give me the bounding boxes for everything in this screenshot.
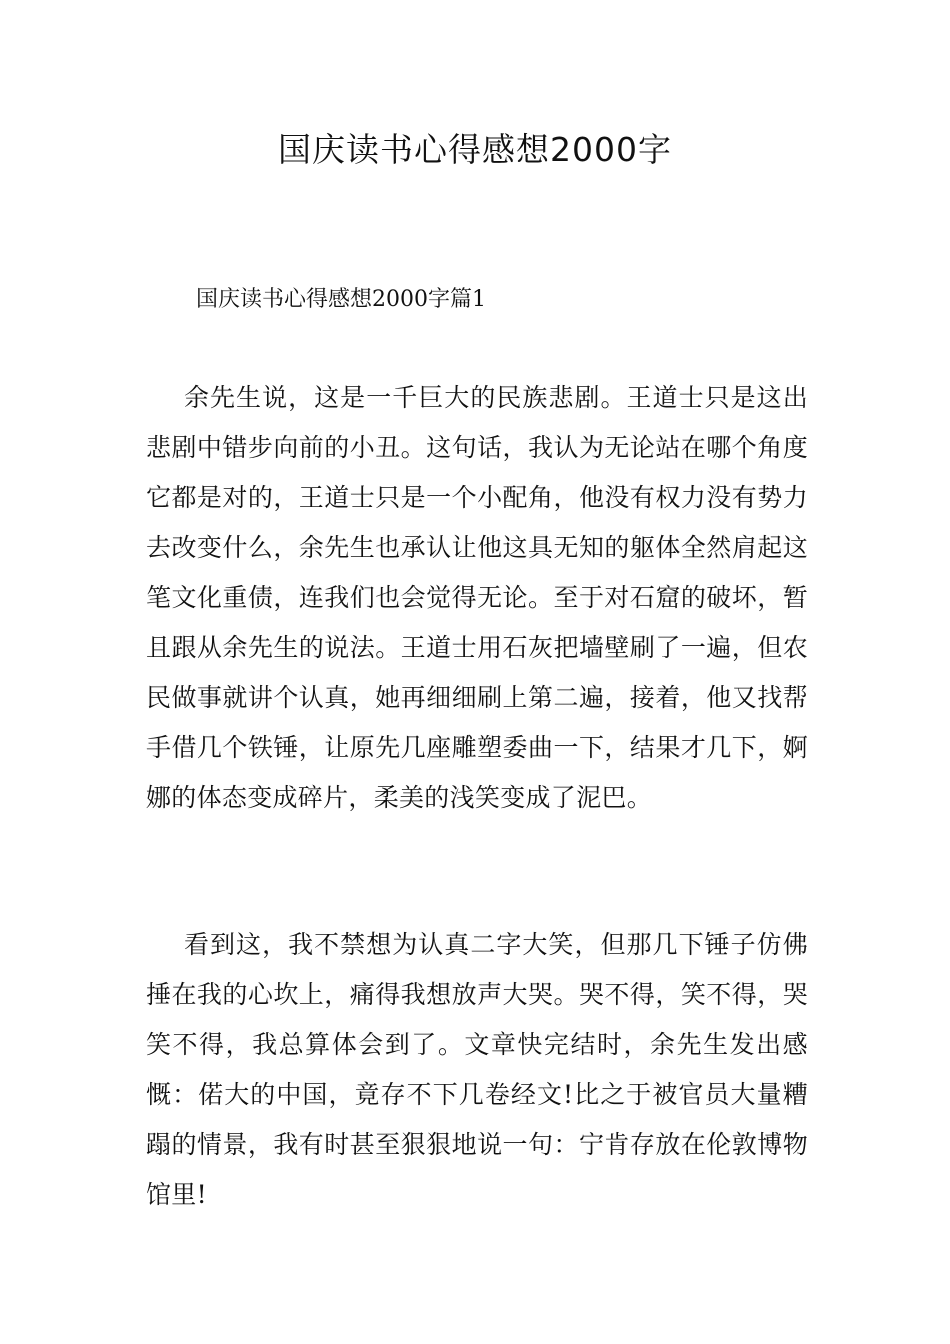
section-heading: 国庆读书心得感想2000字篇1 [196,287,486,312]
document-title: 国庆读书心得感想2000字 [278,130,672,169]
body-paragraph: 余先生说，这是一千巨大的民族悲剧。王道士只是这出悲剧中错步向前的小丑。这句话，我认为无论站在哪个角度它都是对的，王道士只是一个小配角，他没有权力没有势力去改变什么，余先生也承认让他这具无知的躯体全然肩起这笔文化重债，连我们也会觉得无论。至于对石窟的破坏，暂且跟从余先生的说法。王道士用石灰把墙壁刷了一遍，但农民做事就讲个认真，她再细细刷上第二遍，接着，他又找帮手借几个铁锤，让原先几座雕塑委曲一下，结果才几下，婀娜的体态变成碎片，柔美的浅笑变成了泥巴。 [146,383,808,812]
body-paragraph: 看到这，我不禁想为认真二字大笑，但那几下锤子仿佛捶在我的心坎上，痛得我想放声大哭。哭不得，笑不得，哭笑不得，我总算体会到了。文章快完结时，余先生发出感慨：偌大的中国，竟存不下几卷经文!比之于被官员大量糟蹋的情景，我有时甚至狠狠地说一句：宁肯存放在伦敦博物馆里! [146,930,808,1209]
